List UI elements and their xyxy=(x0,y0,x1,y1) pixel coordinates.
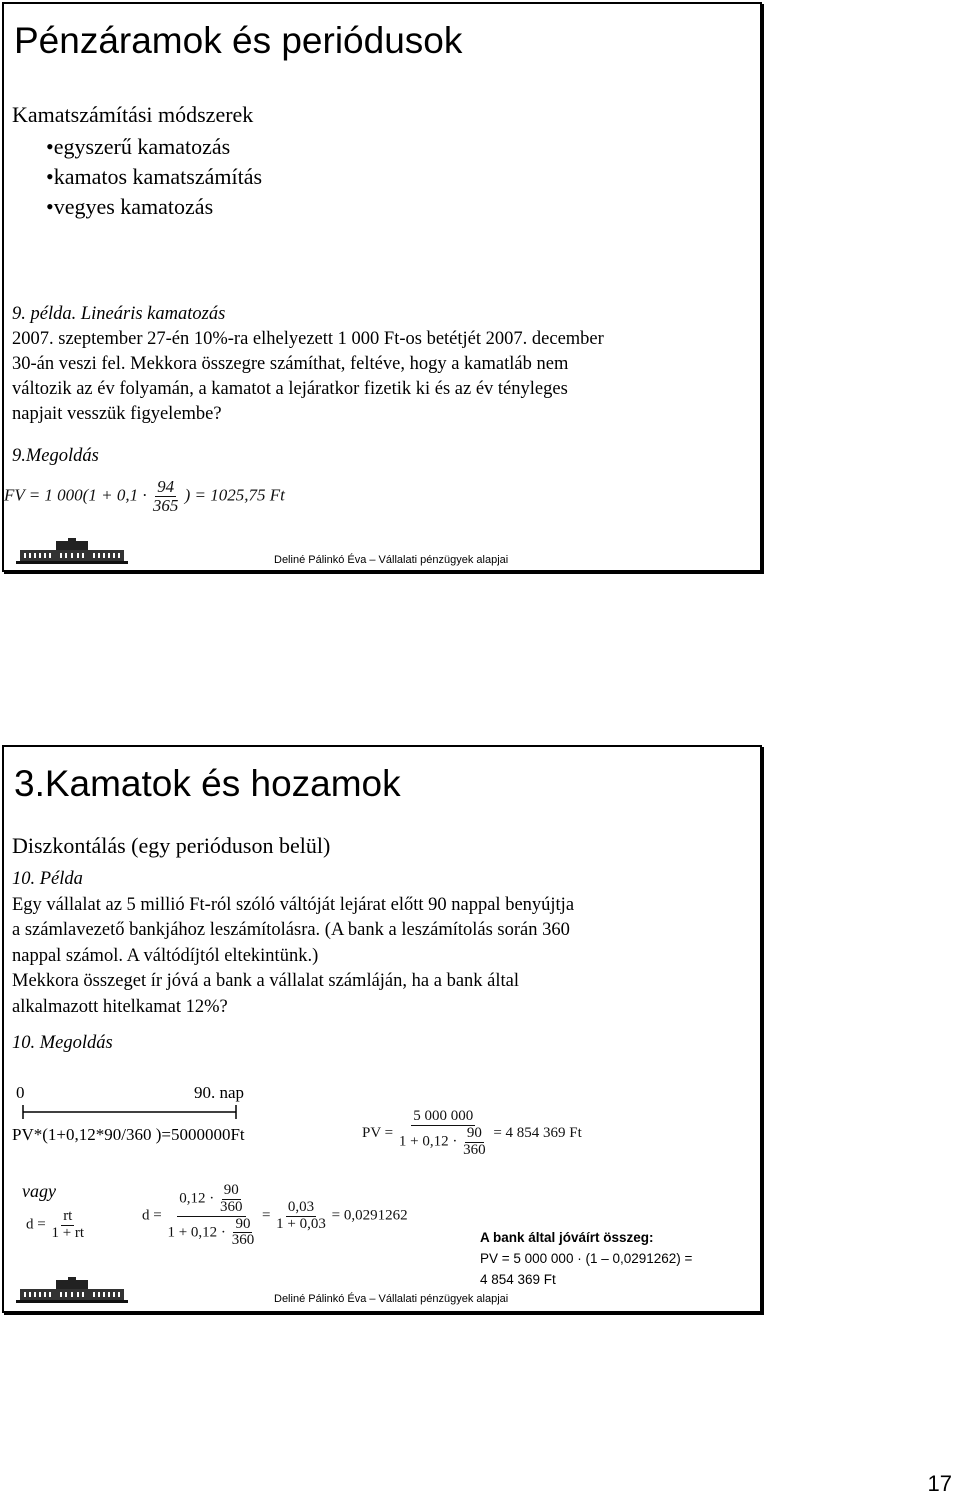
university-building-logo xyxy=(16,538,128,564)
bullet-item: •vegyes kamatozás xyxy=(46,194,214,219)
timeline-start-label: 0 xyxy=(16,1083,25,1102)
example-line: nappal számol. A váltódíjtól eltekintünk.) xyxy=(12,945,319,966)
d-calc-den-prefix: 1 + 0,12 · xyxy=(167,1224,226,1241)
page-number: 17 xyxy=(927,1471,952,1496)
d-formula xyxy=(26,1209,86,1242)
pv-equation: PV*(1+0,12*90/360 )=5000000Ft xyxy=(12,1125,245,1144)
d-calc-result: = 0,0291262 xyxy=(331,1207,408,1224)
d-fraction-numerator: rt xyxy=(63,1208,73,1224)
fv-formula-rhs: ) = 1025,75 Ft xyxy=(184,485,285,505)
d-calc-den-den: 360 xyxy=(231,1232,255,1249)
pv-inner-fraction xyxy=(461,1126,488,1159)
d-calc-num-prefix: 0,12 · xyxy=(179,1190,215,1207)
example-line: 30-án veszi fel. Mekkora összegre számíthat, feltéve, hogy a kamatláb nem xyxy=(12,354,569,374)
pv-den-prefix: 1 + 0,12 · xyxy=(398,1133,458,1150)
timeline-line xyxy=(22,1105,238,1119)
fv-fraction xyxy=(151,478,181,515)
pv-inner-denominator: 360 xyxy=(463,1141,486,1158)
d-calc-num-den: 360 xyxy=(219,1198,243,1215)
example-line: Egy vállalat az 5 millió Ft-ról szóló váltóját lejárat előtt 90 nappal benyújtja xyxy=(12,894,575,915)
slide-subtitle: Kamatszámítási módszerek xyxy=(12,102,254,127)
slide-title: 3.Kamatok és hozamok xyxy=(14,763,401,804)
bullet-list xyxy=(46,132,262,222)
slide-title: Pénzáramok és periódusok xyxy=(14,20,463,61)
pv-fraction-numerator: 5 000 000 xyxy=(413,1108,474,1124)
pv-formula-rhs: = 4 854 369 Ft xyxy=(493,1125,582,1142)
d-calculation xyxy=(142,1183,408,1249)
slide-subtitle: Diszkontálás (egy perióduson belül) xyxy=(12,833,331,858)
pv-fraction xyxy=(397,1109,490,1158)
d-calc-second-den: 1 + 0,03 xyxy=(276,1215,326,1232)
university-building-logo xyxy=(16,1277,128,1303)
d-fraction-denominator: 1 + rt xyxy=(51,1224,85,1241)
slide-footer: Deliné Pálinkó Éva – Vállalati pénzügyek alapjai xyxy=(274,554,509,566)
example-line: változik az év folyamán, a kamatot a lejáratkor fizetik ki és az év tényleges xyxy=(12,379,568,399)
slide-2 xyxy=(2,745,762,1313)
d-calc-numerator xyxy=(177,1183,246,1217)
example-label: 9. példa. Lineáris kamatozás xyxy=(12,304,226,324)
example-line: napjait vesszük figyelembe? xyxy=(12,404,222,424)
d-calc-num-fraction xyxy=(218,1183,245,1216)
slide-1 xyxy=(2,2,762,572)
d-calc-lhs: d = xyxy=(142,1207,162,1224)
equals-sign: = xyxy=(261,1207,271,1224)
solution-label: 10. Megoldás xyxy=(12,1033,113,1053)
example-block xyxy=(12,302,604,427)
d-calc-fraction xyxy=(165,1183,258,1249)
credit-line: PV = 5 000 000 · (1 – 0,0291262) = xyxy=(480,1251,693,1266)
pv-formula xyxy=(362,1109,582,1158)
example-line: a számlavezető bankjához leszámítolásra. (A bank a leszámítolás során 360 xyxy=(12,920,570,940)
example-line: Mekkora összeget ír jóvá a bank a vállalat számláján, ha a bank által xyxy=(12,971,519,991)
d-calc-num-num: 90 xyxy=(223,1182,239,1198)
pv-formula-lhs: PV = xyxy=(362,1125,394,1142)
solution-label: 9.Megoldás xyxy=(12,446,99,466)
fv-fraction-denominator: 365 xyxy=(152,495,179,515)
example-line: 2007. szeptember 27-én 10%-ra elhelyezett 1 000 Ft-os betétjét 2007. december xyxy=(12,329,604,349)
pv-fraction-denominator xyxy=(397,1126,490,1159)
d-calc-den-num: 90 xyxy=(235,1215,251,1232)
timeline-end-label: 90. nap xyxy=(194,1083,245,1102)
d-calc-denominator xyxy=(165,1217,258,1250)
d-calc-den-fraction xyxy=(230,1217,257,1250)
fv-fraction-numerator: 94 xyxy=(157,477,175,496)
example-block xyxy=(12,867,574,1020)
d-formula-lhs: d = xyxy=(26,1216,46,1233)
credit-line: 4 854 369 Ft xyxy=(480,1272,556,1287)
credit-heading: A bank által jóváírt összeg: xyxy=(480,1230,654,1245)
slide-footer: Deliné Pálinkó Éva – Vállalati pénzügyek alapjai xyxy=(274,1293,509,1305)
credit-note xyxy=(480,1227,692,1290)
bullet-item: •kamatos kamatszámítás xyxy=(46,164,263,189)
example-label: 10. Példa xyxy=(12,869,83,889)
pv-inner-numerator: 90 xyxy=(466,1124,482,1141)
bullet-item: •egyszerű kamatozás xyxy=(46,134,231,159)
or-label: vagy xyxy=(22,1181,56,1201)
d-fraction xyxy=(49,1209,86,1242)
fv-formula xyxy=(4,478,285,515)
d-calc-second-fraction xyxy=(274,1200,328,1233)
fv-formula-lhs: FV = 1 000(1 + 0,1 · xyxy=(4,485,147,505)
example-line: alkalmazott hitelkamat 12%? xyxy=(12,996,228,1017)
d-calc-second-num: 0,03 xyxy=(287,1198,315,1215)
